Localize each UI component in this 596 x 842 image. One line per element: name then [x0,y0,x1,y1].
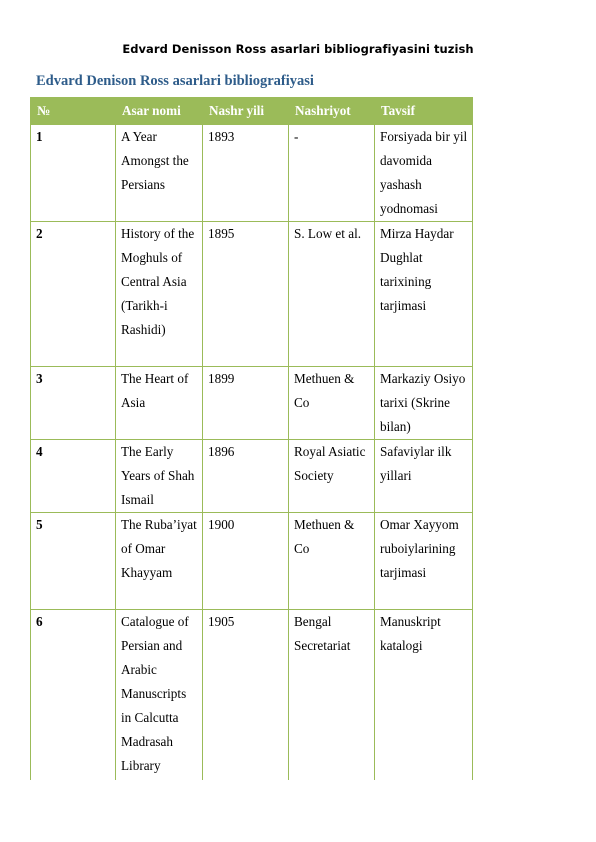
bibliography-table [30,97,473,780]
publication-year: 1896 [203,440,289,513]
work-title: The Ruba’iyat of Omar Khayyam [116,513,203,610]
row-number: 4 [31,440,116,513]
publisher: Methuen & Co [289,367,375,440]
description: Omar Xayyom ruboiylarining tarjimasi [375,513,473,610]
publication-year: 1900 [203,513,289,610]
description: Markaziy Osiyo tarixi (Skrine bilan) [375,367,473,440]
column-header-number: № [31,98,116,125]
row-number: 3 [31,367,116,440]
publication-year: 1895 [203,222,289,367]
description: Manuskript katalogi [375,610,473,780]
publisher: - [289,125,375,222]
publication-year: 1899 [203,367,289,440]
publication-year: 1893 [203,125,289,222]
section-heading: Edvard Denison Ross asarlari bibliografiyasi [36,73,314,89]
column-header-publisher: Nashriyot [289,98,375,125]
row-number: 1 [31,125,116,222]
column-header-year: Nashr yili [203,98,289,125]
work-title: A Year Amongst the Persians [116,125,203,222]
description: Forsiyada bir yil davomida yashash yodnomasi [375,125,473,222]
publication-year: 1905 [203,610,289,780]
row-number: 5 [31,513,116,610]
table-row [31,610,473,780]
row-number: 6 [31,610,116,780]
work-title: The Heart of Asia [116,367,203,440]
work-title: Catalogue of Persian and Arabic Manuscripts in Calcutta Madrasah Library [116,610,203,780]
table-row [31,513,473,610]
table-row [31,440,473,513]
table-row [31,367,473,440]
column-header-description: Tavsif [375,98,473,125]
work-title: History of the Moghuls of Central Asia (Tarikh-i Rashidi) [116,222,203,367]
publisher: Royal Asiatic Society [289,440,375,513]
publisher: Methuen & Co [289,513,375,610]
table-header-row [31,98,473,125]
table-row [31,125,473,222]
column-header-title: Asar nomi [116,98,203,125]
publisher: Bengal Secretariat [289,610,375,780]
publisher: S. Low et al. [289,222,375,367]
description: Mirza Haydar Dughlat tarixining tarjimasi [375,222,473,367]
row-number: 2 [31,222,116,367]
table-row [31,222,473,367]
description: Safaviylar ilk yillari [375,440,473,513]
work-title: The Early Years of Shah Ismail [116,440,203,513]
page-title: Edvard Denisson Ross asarlari bibliografiyasini tuzish [122,42,474,56]
